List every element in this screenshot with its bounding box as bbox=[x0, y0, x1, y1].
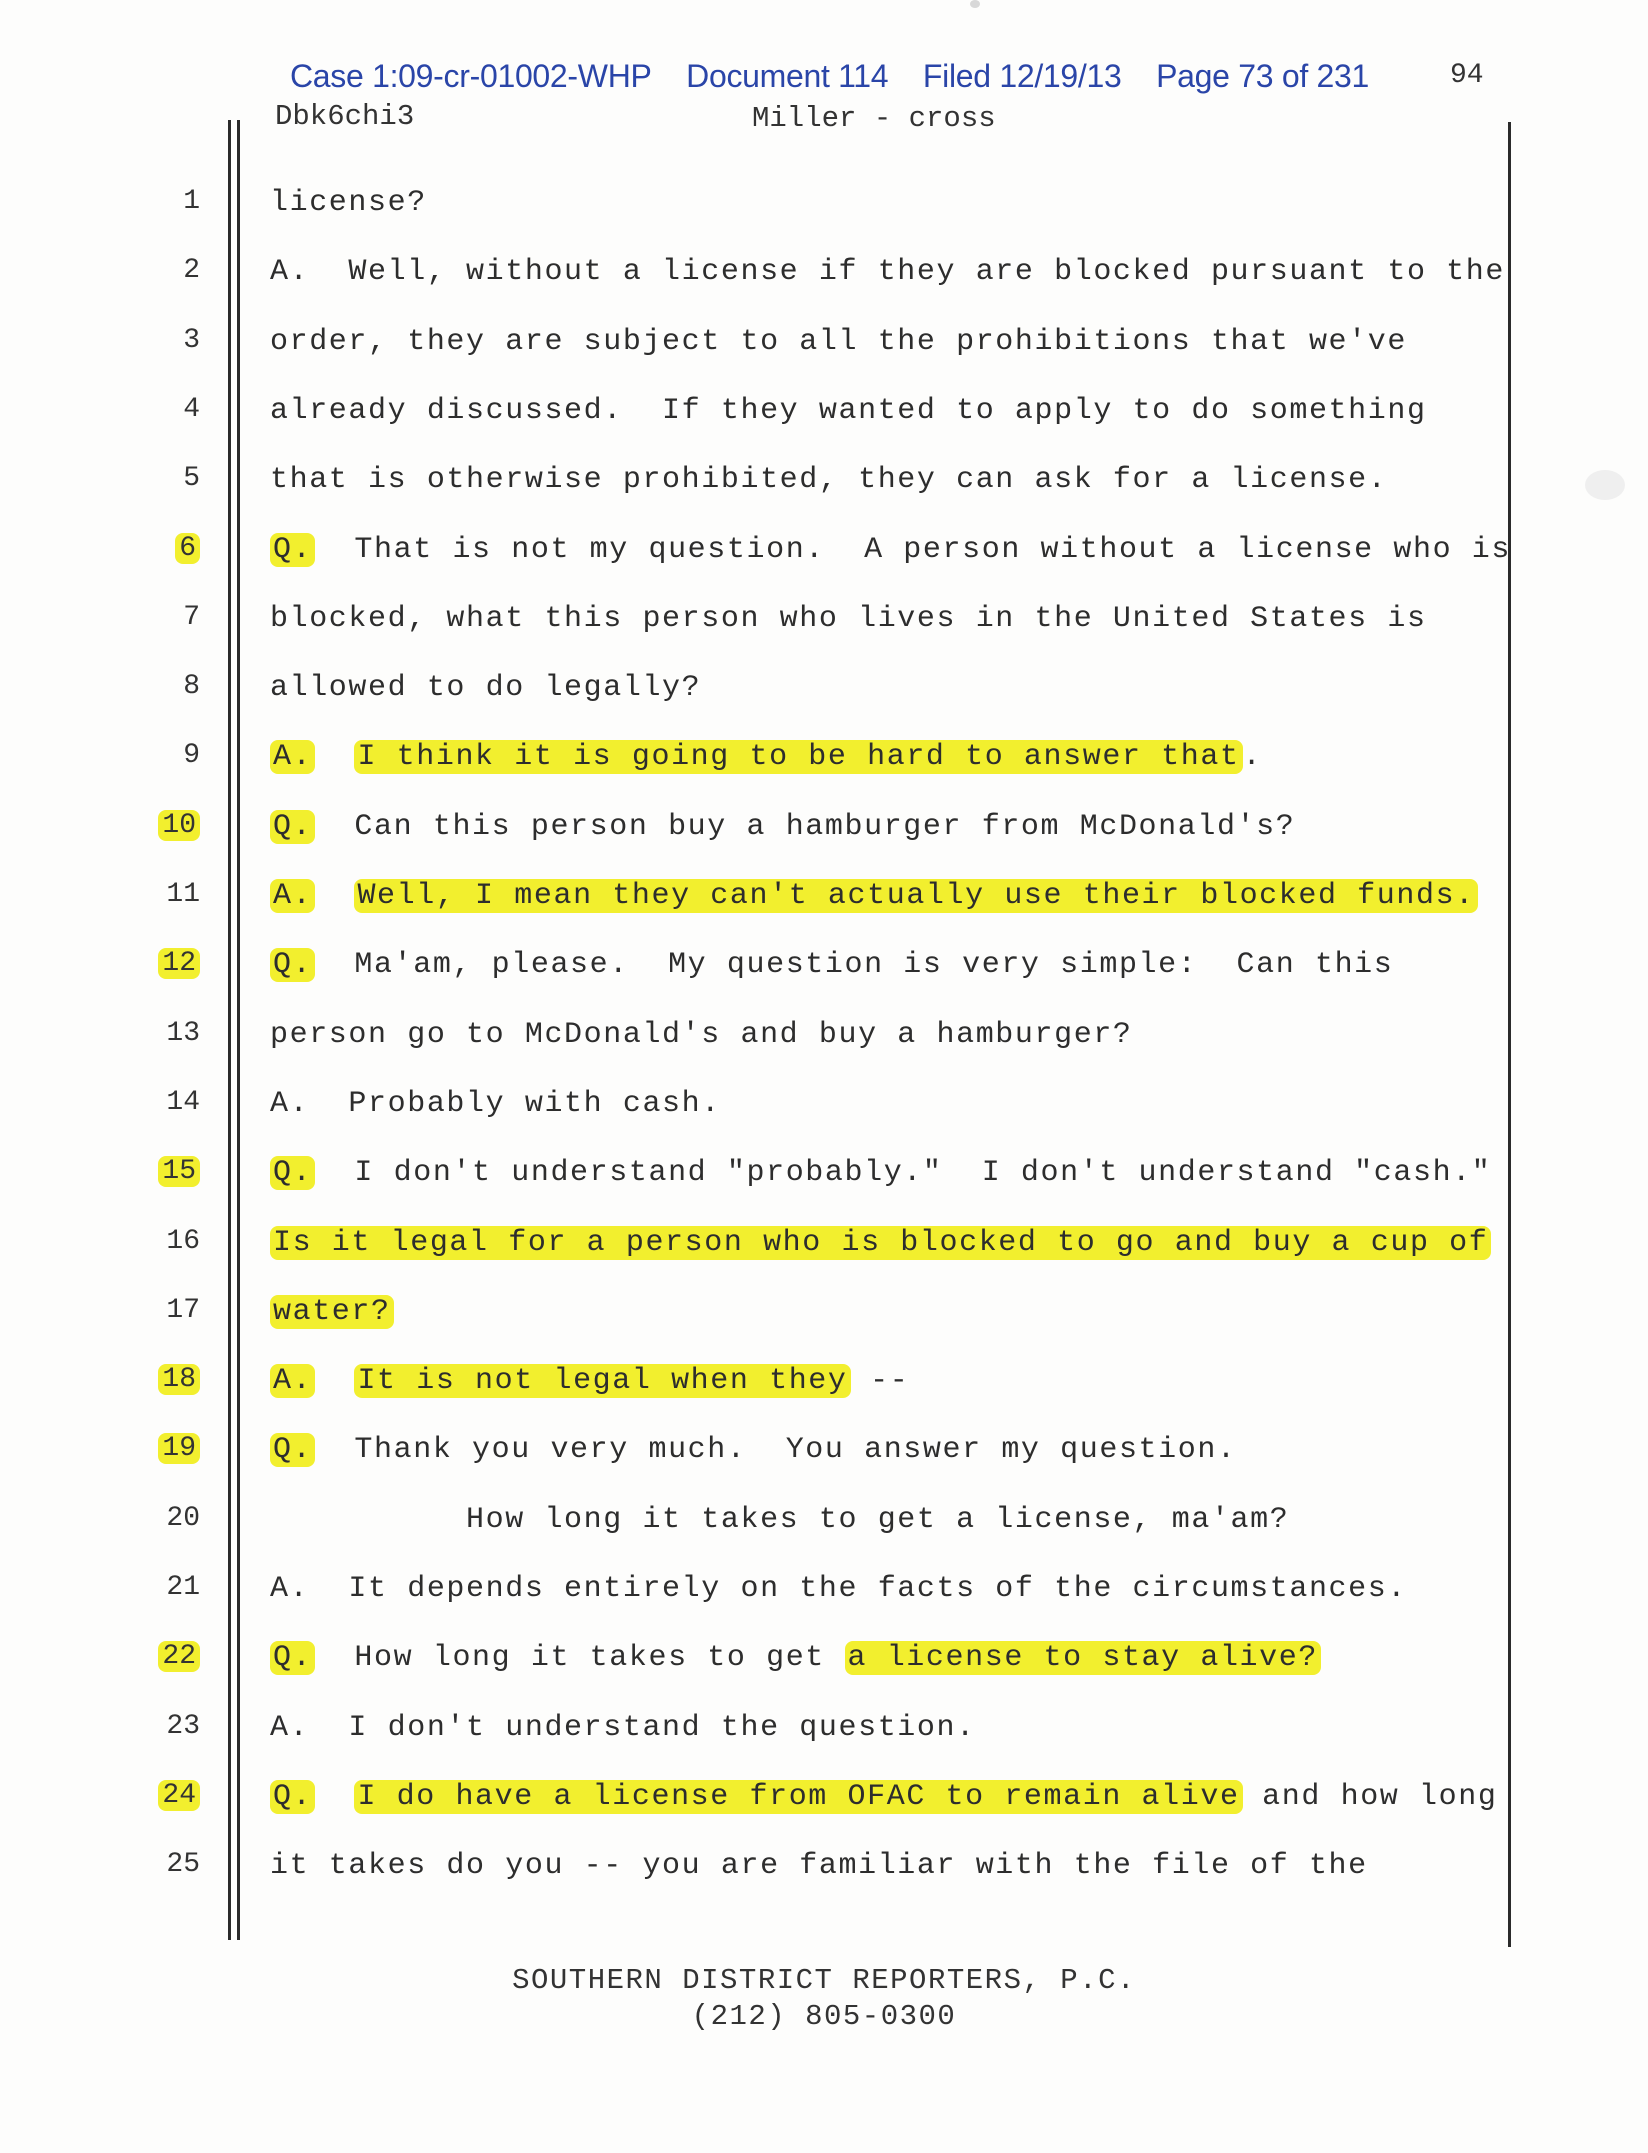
transcript-line bbox=[0, 1572, 1648, 1641]
highlighted-text: Q. bbox=[270, 810, 315, 844]
line-number bbox=[140, 255, 200, 286]
text-segment: it takes do you -- you are familiar with the file of the bbox=[270, 1849, 1368, 1884]
footer-phone: (212) 805-0300 bbox=[691, 2000, 957, 2033]
transcript-line bbox=[0, 255, 1648, 324]
line-text bbox=[270, 1780, 1497, 1814]
line-number bbox=[140, 810, 200, 841]
line-text bbox=[270, 879, 1478, 913]
transcript-line bbox=[0, 1780, 1648, 1849]
line-number-text: 24 bbox=[158, 1780, 200, 1811]
line-number-text: 22 bbox=[158, 1641, 200, 1672]
transcript-page-number: 94 bbox=[1450, 60, 1484, 91]
highlighted-text: Q. bbox=[270, 1433, 315, 1467]
text-segment: already discussed. If they wanted to apply to do something bbox=[270, 393, 1427, 428]
line-text bbox=[270, 810, 1295, 844]
highlighted-text: I think it is going to be hard to answer that bbox=[354, 740, 1242, 774]
line-number-text: 11 bbox=[166, 879, 200, 910]
line-number-text: 13 bbox=[166, 1017, 200, 1049]
line-number bbox=[140, 1572, 200, 1603]
line-number-text: 20 bbox=[166, 1502, 200, 1534]
line-number-text: 12 bbox=[158, 948, 200, 979]
transcript-line bbox=[0, 1364, 1648, 1433]
text-segment: order, they are subject to all the prohibitions that we've bbox=[270, 324, 1407, 359]
page-of-total: Page 73 of 231 bbox=[1156, 58, 1369, 94]
line-number bbox=[140, 325, 200, 356]
line-number-text: 17 bbox=[166, 1294, 200, 1326]
line-text bbox=[270, 1364, 909, 1398]
highlighted-text: water? bbox=[270, 1295, 394, 1329]
line-text bbox=[270, 1018, 1133, 1052]
line-number bbox=[140, 1295, 200, 1326]
transcript-line bbox=[0, 1641, 1648, 1710]
line-number bbox=[140, 1364, 200, 1395]
scan-speck bbox=[1585, 470, 1625, 500]
line-number-text: 19 bbox=[158, 1433, 200, 1464]
highlighted-text: It is not legal when they bbox=[354, 1364, 850, 1398]
line-text bbox=[270, 948, 1393, 982]
text-segment bbox=[315, 1780, 354, 1814]
transcript-line bbox=[0, 1087, 1648, 1156]
transcript-line bbox=[0, 740, 1648, 809]
line-number-text: 14 bbox=[166, 1086, 200, 1118]
line-number bbox=[140, 602, 200, 633]
line-text bbox=[270, 1087, 721, 1121]
section-title: Miller - cross bbox=[752, 102, 996, 135]
line-number bbox=[140, 1711, 200, 1742]
line-text bbox=[270, 1156, 1491, 1190]
highlighted-text: Well, I mean they can't actually use their blocked funds. bbox=[354, 879, 1477, 913]
line-number-text: 10 bbox=[158, 810, 200, 841]
text-segment: blocked, what this person who lives in the United States is bbox=[270, 601, 1427, 636]
line-number bbox=[140, 948, 200, 979]
transcript-line bbox=[0, 671, 1648, 740]
transcript-line bbox=[0, 602, 1648, 671]
text-segment: license? bbox=[270, 186, 427, 220]
line-number-text: 1 bbox=[183, 186, 200, 217]
highlighted-text: Q. bbox=[270, 1780, 315, 1814]
transcript-line bbox=[0, 1711, 1648, 1780]
transcript-line bbox=[0, 948, 1648, 1017]
line-text bbox=[270, 740, 1262, 774]
text-segment: I don't understand "probably." I don't understand "cash." bbox=[315, 1156, 1492, 1191]
transcript-code: Dbk6chi3 bbox=[275, 100, 415, 133]
text-segment: . bbox=[1242, 740, 1263, 775]
line-number-text: 25 bbox=[166, 1849, 200, 1881]
text-segment: How long it takes to get a license, ma'am? bbox=[270, 1502, 1290, 1537]
highlighted-text: Q. bbox=[270, 1641, 315, 1675]
text-segment: person go to McDonald's and buy a hamburger? bbox=[270, 1017, 1133, 1052]
line-text bbox=[270, 1503, 1289, 1537]
transcript-line bbox=[0, 1018, 1648, 1087]
scan-speck bbox=[970, 0, 980, 8]
highlighted-text: a license to stay alive? bbox=[845, 1641, 1321, 1675]
footer-reporter: SOUTHERN DISTRICT REPORTERS, P.C. bbox=[512, 1964, 1136, 1997]
line-text bbox=[270, 1572, 1407, 1606]
ecf-header-stamp bbox=[290, 58, 1395, 95]
text-segment: that is otherwise prohibited, they can ask for a license. bbox=[270, 463, 1388, 498]
text-segment: allowed to do legally? bbox=[270, 671, 702, 706]
transcript-line bbox=[0, 1156, 1648, 1225]
text-segment bbox=[315, 740, 354, 774]
line-number bbox=[140, 1780, 200, 1811]
highlighted-text: A. bbox=[270, 879, 315, 913]
line-number bbox=[140, 1849, 200, 1880]
line-text bbox=[270, 255, 1505, 289]
transcript-line bbox=[0, 810, 1648, 879]
line-text bbox=[270, 1641, 1321, 1675]
line-number bbox=[140, 671, 200, 702]
line-number bbox=[140, 186, 200, 217]
text-segment: That is not my question. A person without a license who is bbox=[315, 532, 1511, 567]
line-number-text: 15 bbox=[158, 1156, 200, 1187]
transcript-line bbox=[0, 533, 1648, 602]
transcript-line bbox=[0, 325, 1648, 394]
line-number bbox=[140, 1018, 200, 1049]
line-number-text: 7 bbox=[183, 601, 200, 633]
text-segment bbox=[315, 879, 354, 913]
text-segment: A. I don't understand the question. bbox=[270, 1710, 976, 1745]
text-segment: -- bbox=[850, 1364, 910, 1399]
line-text bbox=[270, 1711, 976, 1745]
transcript-line bbox=[0, 879, 1648, 948]
line-number-text: 2 bbox=[183, 255, 200, 287]
text-segment: A. Well, without a license if they are blocked pursuant to the bbox=[270, 255, 1505, 290]
line-text bbox=[270, 186, 427, 220]
highlighted-text: Q. bbox=[270, 948, 315, 982]
line-number bbox=[140, 879, 200, 910]
line-number bbox=[140, 463, 200, 494]
line-number-text: 18 bbox=[158, 1364, 200, 1395]
line-text bbox=[270, 1226, 1491, 1260]
line-number bbox=[140, 533, 200, 564]
line-number bbox=[140, 1226, 200, 1257]
text-segment: Thank you very much. You answer my question. bbox=[315, 1433, 1237, 1468]
transcript-line bbox=[0, 1295, 1648, 1364]
line-number-text: 16 bbox=[166, 1225, 200, 1257]
line-number-text: 3 bbox=[183, 324, 200, 356]
line-text bbox=[270, 602, 1427, 636]
line-text bbox=[270, 394, 1427, 428]
highlighted-text: Is it legal for a person who is blocked to go and buy a cup of bbox=[270, 1226, 1491, 1260]
transcript-line bbox=[0, 394, 1648, 463]
line-number-text: 21 bbox=[166, 1572, 200, 1603]
text-segment: Ma'am, please. My question is very simple: Can this bbox=[315, 948, 1394, 983]
line-number-text: 4 bbox=[183, 393, 200, 425]
line-number bbox=[140, 1433, 200, 1464]
transcript-line bbox=[0, 1433, 1648, 1502]
text-segment: A. Probably with cash. bbox=[270, 1086, 721, 1121]
text-segment: and how long bbox=[1242, 1779, 1498, 1814]
line-text bbox=[270, 463, 1387, 497]
highlighted-text: Q. bbox=[270, 1156, 315, 1190]
transcript-line bbox=[0, 463, 1648, 532]
case-number: Case 1:09-cr-01002-WHP bbox=[290, 58, 652, 94]
line-number bbox=[140, 1641, 200, 1672]
highlighted-text: I do have a license from OFAC to remain alive bbox=[354, 1780, 1242, 1814]
line-number bbox=[140, 394, 200, 425]
line-text bbox=[270, 671, 701, 705]
line-number-text: 23 bbox=[166, 1710, 200, 1742]
line-number-text: 9 bbox=[183, 740, 200, 772]
line-text bbox=[270, 1295, 394, 1329]
text-segment: Can this person buy a hamburger from McDonald's? bbox=[315, 809, 1296, 844]
line-number-text: 8 bbox=[183, 671, 200, 703]
highlighted-text: A. bbox=[270, 1364, 315, 1398]
transcript-line bbox=[0, 186, 1648, 255]
line-text bbox=[270, 1849, 1368, 1883]
line-number bbox=[140, 1156, 200, 1187]
transcript-line bbox=[0, 1503, 1648, 1572]
document-number: Document 114 bbox=[686, 58, 889, 94]
transcript-line bbox=[0, 1226, 1648, 1295]
filed-date: Filed 12/19/13 bbox=[922, 58, 1122, 94]
line-number bbox=[140, 740, 200, 771]
transcript-line bbox=[0, 1849, 1648, 1918]
highlighted-text: A. bbox=[270, 740, 315, 774]
line-text bbox=[270, 1433, 1237, 1467]
line-text bbox=[270, 533, 1511, 567]
highlighted-text: Q. bbox=[270, 533, 315, 567]
line-number-text: 6 bbox=[175, 533, 200, 564]
line-number bbox=[140, 1087, 200, 1118]
line-number bbox=[140, 1503, 200, 1534]
text-segment: A. It depends entirely on the facts of the circumstances. bbox=[270, 1572, 1407, 1606]
line-text bbox=[270, 325, 1407, 359]
text-segment bbox=[315, 1364, 354, 1398]
text-segment: How long it takes to get bbox=[315, 1641, 845, 1676]
line-number-text: 5 bbox=[183, 463, 200, 495]
